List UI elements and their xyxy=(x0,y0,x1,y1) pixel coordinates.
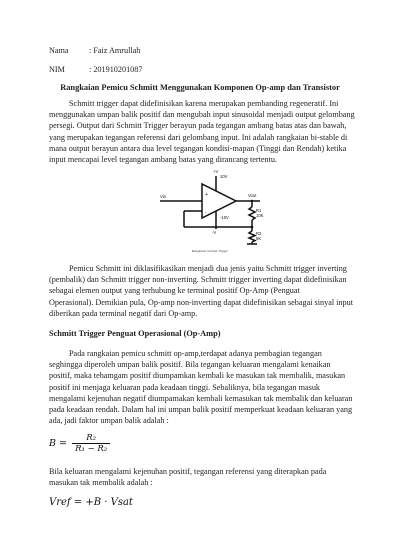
name-value: : Faiz Amrullah xyxy=(89,46,141,55)
figure-caption: Rangkaian Schmitt Trigger xyxy=(191,249,229,253)
paragraph-line: Pemicu Schmitt ini diklasifikasikan menjadi dua jenis yaitu Schmitt trigger inverting xyxy=(69,264,347,273)
intro-paragraph xyxy=(49,98,359,165)
nim-value: : 201910201087 xyxy=(89,65,143,74)
label-r2-value: 5K xyxy=(256,236,262,241)
formula-denominator: R₁ − R₂ xyxy=(75,444,108,454)
schmitt-trigger-circuit-diagram xyxy=(154,167,266,247)
paragraph-line: Schmitt trigger dapat didefinisikan karena merupakan pembanding regeneratif. Ini xyxy=(69,99,339,108)
paragraph-line: diberikan pada terminal negatif dari Op-amp. xyxy=(49,308,198,318)
paragraph-line: seghingga diperoleh umpan balik positif. Bila tegangan keluaran mengalami kenaikan xyxy=(49,360,331,370)
paragraph-line: mengalami kejenuhan negatif diumpamakan kembali kemasukan tak membalik dan keluaran xyxy=(49,393,353,403)
document-title: Rangkaian Pemicu Schmitt Menggunakan Komponen Op-amp dan Transistor xyxy=(60,83,340,92)
formula-numerator: R₂ xyxy=(72,433,110,444)
label-r1-value: 10K xyxy=(256,213,264,218)
name-line xyxy=(49,45,140,56)
paragraph-line: persegi. Output dari Schmitt Trigger berayun pada tegangan ambang batas atas dan bawah, xyxy=(49,121,347,131)
section-heading: Schmitt Trigger Penguat Operasional (Op-Amp) xyxy=(49,329,221,338)
label-r1: R1 xyxy=(256,208,262,213)
paragraph-line: Pada rangkaian pemicu schmitt op-amp,terdapat adanya pembagian tegangan xyxy=(69,349,322,358)
label-plus-v: +V xyxy=(213,169,219,174)
nim-line xyxy=(49,64,142,75)
name-label: Nama xyxy=(49,46,69,55)
label-r2: R2 xyxy=(256,231,262,236)
nim-label: NIM xyxy=(49,65,65,74)
paragraph-line: pada keadaan rendah. Dalam hal ini umpan balik positif memperkuat keadaan keluaran yang xyxy=(49,405,353,415)
reference-voltage-formula: Vref = +B · Vsat xyxy=(49,497,133,508)
paragraph-line: menggunakan umpan balik positif dan mengubah input sinusoidal menjadi output gelombang xyxy=(49,110,355,120)
paragraph-line: masukan tak membalik adalah : xyxy=(49,478,153,488)
paragraph-line: sebagai elemen output yang terhubung ke terminal positif Op-Amp (Penguat xyxy=(49,286,300,296)
reference-paragraph xyxy=(49,466,359,488)
label-op-minus: - xyxy=(205,210,207,216)
paragraph-line: (pembalik) dan Schmitt trigger non-inverting. Schmitt trigger inverting dapat didefinisikan xyxy=(49,275,347,285)
label-op-plus: + xyxy=(205,192,208,198)
label-vout: Vout xyxy=(248,193,257,198)
types-paragraph xyxy=(49,263,359,319)
paragraph-line: input mencapai level tegangan ambang batas yang dirancang tertentu. xyxy=(49,155,278,165)
label-10v: 10V xyxy=(220,174,228,179)
label-vin: Vin xyxy=(160,194,166,199)
label-minus-v: -V xyxy=(212,230,217,235)
paragraph-line: positif, maka tehamgam positif diumpamkan kembali ke masukan tak membalik, masukan xyxy=(49,371,346,381)
label-minus-10v: -10V xyxy=(220,215,229,220)
formula-fraction xyxy=(72,433,110,454)
paragraph-line: Operasional). Demikian pula, Op-amp non-inverting dapat didefinisikan sebagai sinyal input xyxy=(49,297,353,307)
paragraph-line: yang merupakan tegangan referensi dari gelombang input. Ini adalah rangkaian bi-stable di xyxy=(49,132,348,142)
opamp-paragraph xyxy=(49,348,359,426)
formula-lhs: B = xyxy=(49,438,67,449)
paragraph-line: ada, jadi faktor umpan balik adalah : xyxy=(49,416,169,426)
paragraph-line: Bila keluaran mengalami kejenuhan positif, tegangan referensi yang diterapkan pada xyxy=(49,467,327,476)
paragraph-line: mana output berayun antara dua level tegangan kondisi-mapan (Tinggi dan Rendah) ketika xyxy=(49,143,347,153)
feedback-factor-formula xyxy=(49,433,110,454)
paragraph-line: positif ini menjaga keluaran pada keadaan tinggi. Sebaliknya, bila tegangan masuk xyxy=(49,382,321,392)
